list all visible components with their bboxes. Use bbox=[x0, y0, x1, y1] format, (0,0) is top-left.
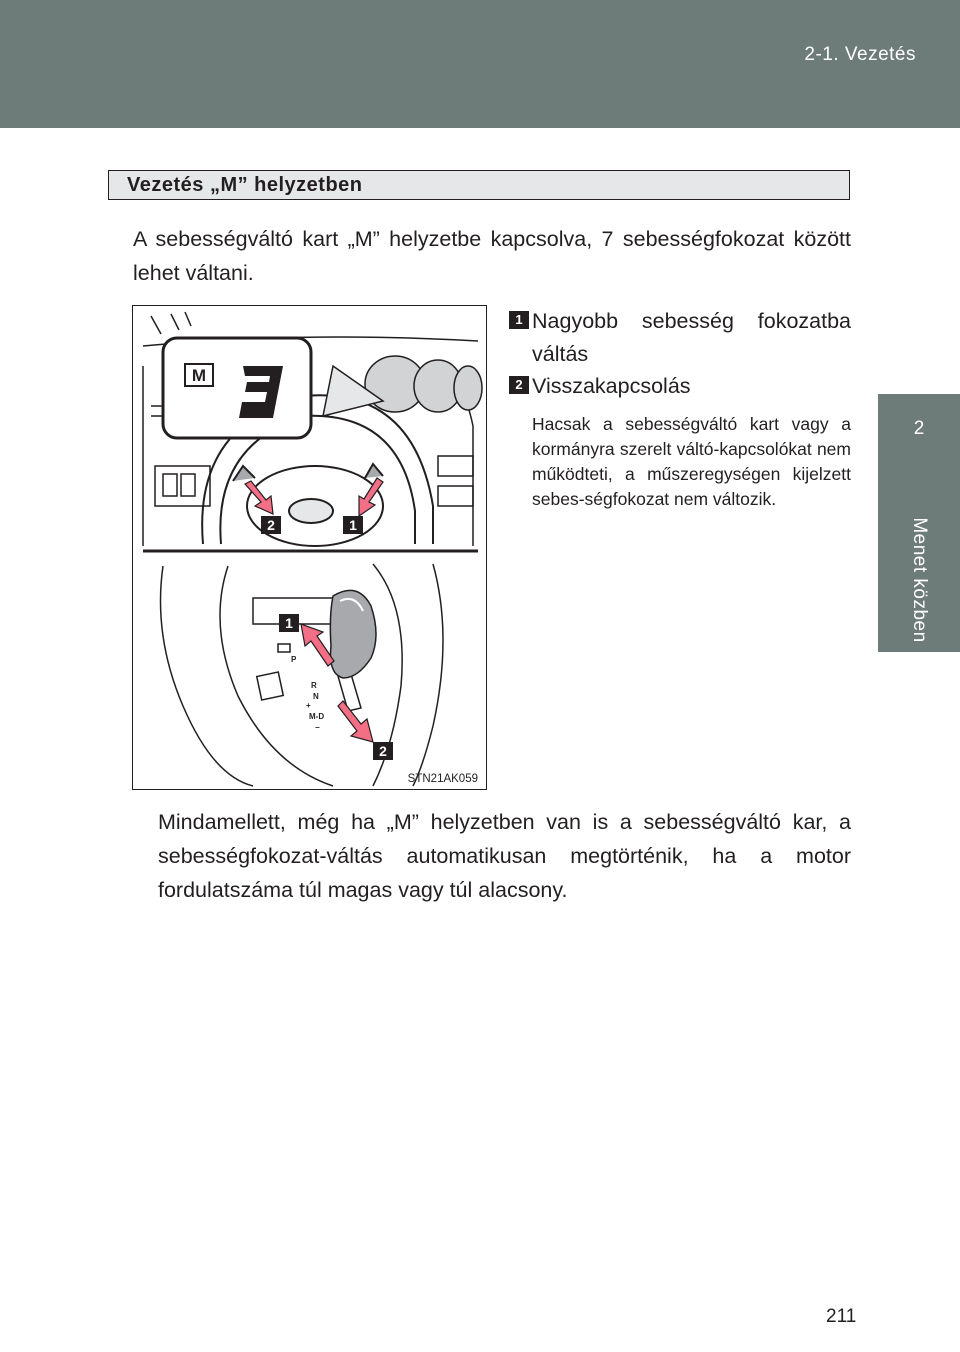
callout-lever-up: 1 bbox=[285, 615, 293, 631]
callout-paddle-down: 2 bbox=[267, 517, 275, 533]
shift-label-minus: − bbox=[315, 723, 320, 732]
display-letter: M bbox=[191, 366, 207, 385]
shift-label-r: R bbox=[311, 681, 317, 690]
callout-lever-down: 2 bbox=[379, 743, 387, 759]
header-section-title: 2-1. Vezetés bbox=[804, 44, 916, 65]
page-number: 211 bbox=[826, 1306, 857, 1327]
shift-label-p: P bbox=[291, 655, 297, 664]
after-paragraph: Mindamellett, még ha „M” helyzetben van is a sebességváltó kar, a sebességfokozat-váltás automatikusan megtörténik, ha a motor fordulatszáma túl magas vagy túl alacsony. bbox=[158, 810, 851, 902]
section-title: Vezetés „M” helyzetben bbox=[127, 174, 363, 196]
shift-label-plus: + bbox=[306, 701, 311, 710]
section-heading-box bbox=[108, 170, 850, 200]
side-tab-label: Menet közben bbox=[909, 517, 930, 643]
shift-label-n: N bbox=[313, 692, 319, 701]
callout-paddle-up: 1 bbox=[349, 517, 357, 533]
gear-display-callout bbox=[163, 338, 383, 438]
list-item bbox=[509, 370, 851, 403]
center-console bbox=[161, 564, 444, 786]
item-text: Nagyobb sebesség fokozatba váltás bbox=[532, 309, 851, 366]
note-paragraph: Hacsak a sebességváltó kart vagy a kormányra szerelt váltó-kapcsolókat nem működteti, a műszeregységen kijelzett sebes-ségfokozat nem változik. bbox=[532, 414, 851, 509]
item-number-badge: 1 bbox=[509, 311, 529, 329]
shift-illustration-svg bbox=[133, 306, 487, 790]
side-tab bbox=[878, 128, 960, 1352]
side-tab-number: 2 bbox=[913, 418, 925, 439]
shift-label-md: M-D bbox=[309, 712, 325, 721]
page-header bbox=[0, 0, 960, 128]
figure-code: STN21AK059 bbox=[407, 773, 478, 785]
item-number-badge: 2 bbox=[509, 376, 529, 394]
intro-paragraph: A sebességváltó kart „M” helyzetbe kapcsolva, 7 sebességfokozat között lehet váltani. bbox=[133, 227, 851, 285]
shift-gate-labels bbox=[291, 655, 324, 732]
figure-illustration bbox=[132, 305, 487, 790]
item-text: Visszakapcsolás bbox=[532, 374, 691, 398]
shift-lever bbox=[330, 590, 376, 711]
instrument-cluster bbox=[365, 356, 482, 412]
list-item bbox=[509, 305, 851, 371]
